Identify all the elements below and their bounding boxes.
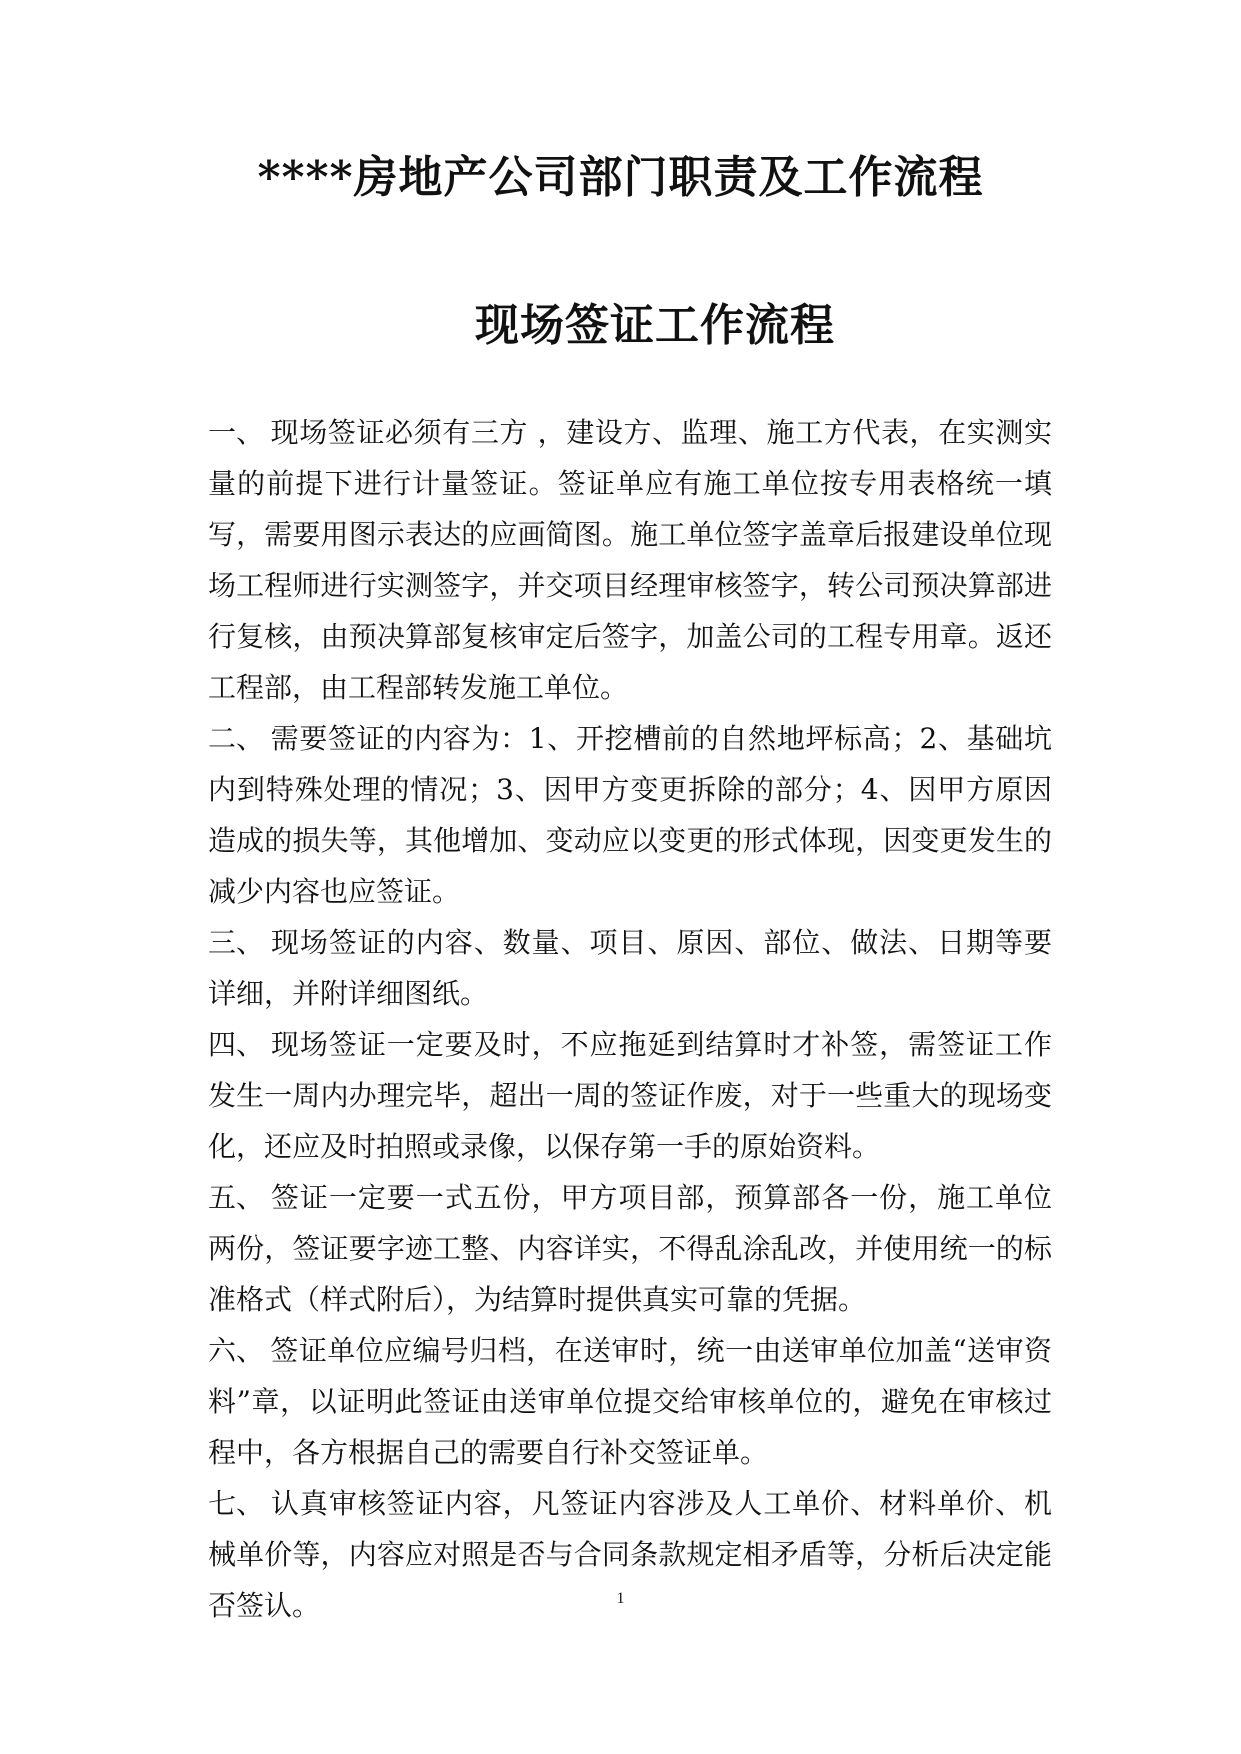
document-body	[208, 407, 1052, 1631]
item-text: 认真审核签证内容，凡签证内容涉及人工单价、材料单价、机械单价等，内容应对照是否与合同条款规定相矛盾等，分析后决定能否签认。	[208, 1487, 1052, 1622]
list-item	[208, 407, 1052, 713]
item-number: 五、	[208, 1181, 265, 1214]
item-number: 一、	[208, 416, 265, 449]
list-item	[208, 917, 1052, 1019]
list-item	[208, 1325, 1052, 1478]
item-number: 六、	[208, 1334, 265, 1367]
item-text: 现场签证的内容、数量、项目、原因、部位、做法、日期等要详细，并附详细图纸。	[208, 926, 1052, 1010]
list-item	[208, 1172, 1052, 1325]
item-number: 四、	[208, 1028, 265, 1061]
document-title: ****房地产公司部门职责及工作流程	[257, 152, 984, 203]
item-text: 现场签证必须有三方 ，建设方、监理、施工方代表，在实测实量的前提下进行计量签证。签证单应有施工单位按专用表格统一填写，需要用图示表达的应画简图。施工单位签字盖章后报建设单位现场工程师进行实测签字，并交项目经理审核签字，转公司预决算部进行复核，由预决算部复核审定后签字，加盖公司的工程专用章。返还工程部，由工程部转发施工单位。	[208, 416, 1052, 704]
list-item	[208, 713, 1052, 917]
page-number: 1	[616, 1590, 625, 1607]
section-title: 现场签证工作流程	[475, 300, 835, 351]
item-number: 三、	[208, 926, 265, 959]
item-number: 二、	[208, 722, 265, 755]
item-number: 七、	[208, 1487, 265, 1520]
item-text: 需要签证的内容为：1、开挖槽前的自然地坪标高；2、基础坑内到特殊处理的情况；3、因甲方变更拆除的部分；4、因甲方原因造成的损失等，其他增加、变动应以变更的形式体现，因变更发生的减少内容也应签证。	[208, 722, 1052, 908]
list-item	[208, 1478, 1052, 1631]
item-text: 现场签证一定要及时，不应拖延到结算时才补签，需签证工作发生一周内办理完毕，超出一周的签证作废，对于一些重大的现场变化，还应及时拍照或录像，以保存第一手的原始资料。	[208, 1028, 1052, 1163]
list-item	[208, 1019, 1052, 1172]
item-text: 签证一定要一式五份，甲方项目部，预算部各一份，施工单位两份，签证要字迹工整、内容详实，不得乱涂乱改，并使用统一的标准格式（样式附后），为结算时提供真实可靠的凭据。	[208, 1181, 1052, 1316]
item-text: 签证单位应编号归档，在送审时，统一由送审单位加盖“送审资料”章，以证明此签证由送审单位提交给审核单位的，避免在审核过程中，各方根据自己的需要自行补交签证单。	[208, 1334, 1052, 1469]
